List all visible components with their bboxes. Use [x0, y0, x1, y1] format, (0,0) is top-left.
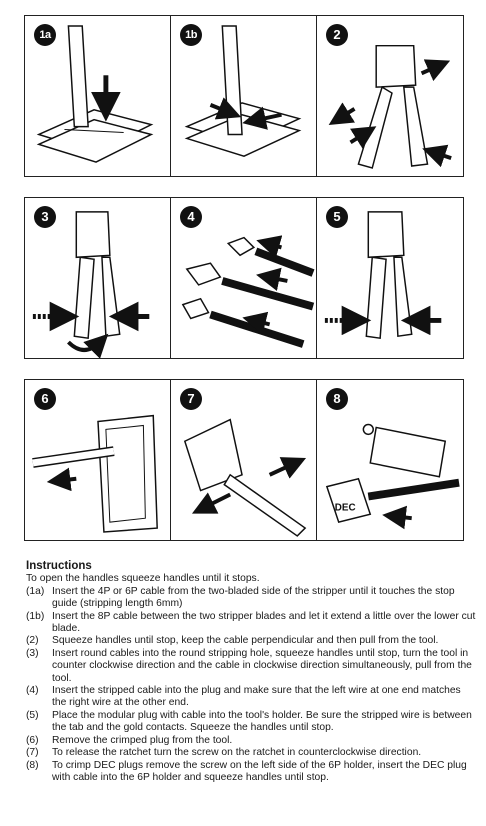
dec-plug-icon [327, 479, 459, 522]
instructions-title: Instructions [26, 560, 92, 572]
step-badge-5: 5 [326, 206, 348, 228]
step-badge-1b: 1b [180, 24, 202, 46]
cable-icon [210, 251, 313, 344]
panel-5 [316, 197, 464, 359]
panel-2 [316, 15, 464, 177]
step-badge-7: 7 [180, 388, 202, 410]
panel-1a [24, 15, 172, 177]
instruction-steps [26, 586, 476, 785]
instruction-step: (1b) Insert the 8P cable between the two stripper blades and let it extend a little over the lower cut blade. [26, 610, 476, 635]
step-badge-6: 6 [34, 388, 56, 410]
step-badge-8: 8 [326, 388, 348, 410]
step-badge-2: 2 [326, 24, 348, 46]
step-badge-1a: 1a [34, 24, 56, 46]
arrow-icon [59, 479, 77, 481]
cable-icon [68, 26, 88, 127]
panel-6 [24, 379, 172, 541]
crimp-tool-icon [98, 416, 157, 532]
screw-icon [363, 424, 373, 434]
rotate-arrow-icon [68, 342, 100, 350]
instruction-step: (6) Remove the crimped plug from the tool. [26, 734, 233, 746]
instruction-step: (8) To crimp DEC plugs remove the screw on the left side of the 6P holder, insert the DEC plug with cable into the 6P holder and squeeze handles until stop. [26, 759, 467, 783]
step-badge-4: 4 [180, 206, 202, 228]
arrow-icon [394, 516, 412, 518]
panel-7 [170, 379, 318, 541]
dec-plug-label: DEC [334, 502, 356, 514]
step-badge-3: 3 [34, 206, 56, 228]
crimp-tool-icon [358, 46, 427, 168]
panel-8 [316, 379, 464, 541]
crimp-tool-icon [366, 212, 411, 338]
modular-plug-icon [183, 238, 254, 319]
stripper-blade-icon [39, 110, 151, 162]
panel-4 [170, 197, 318, 359]
instruction-step: (4) Insert the stripped cable into the plug and make sure that the left wire at one end matches the right wire at the other end. [26, 685, 461, 709]
panel-1b [170, 15, 318, 177]
crimp-tool-icon [185, 420, 305, 536]
stripper-blade-icon [187, 103, 299, 156]
instruction-step: (3) Insert round cables into the round stripping hole, squeeze handles until stop, turn the tool in counter clockwise direction and the cable in clockwise direction simultaneously, pull from the tool. [26, 647, 472, 684]
instructions-section [26, 560, 476, 784]
instruction-step: (7) To release the ratchet turn the screw on the ratchet in counterclockwise direction. [26, 747, 422, 759]
crimp-tool-icon [74, 212, 119, 338]
instructions-intro: To open the handles squeeze handles until it stops. [26, 573, 260, 585]
instruction-step: (2) Squeeze handles until stop, keep the cable perpendicular and then pull from the tool. [26, 635, 439, 647]
panel-3 [24, 197, 172, 359]
instruction-step: (5) Place the modular plug with cable into the tool's holder. Be sure the stripped wire is between the tab and the gold contacts. Squeeze the handles until stop. [26, 709, 472, 734]
instruction-step: (1a) Insert the 4P or 6P cable from the two-bladed side of the stripper until it touches the stop guide (stripping length 6mm) [26, 585, 455, 610]
crimp-tool-icon [370, 427, 445, 476]
